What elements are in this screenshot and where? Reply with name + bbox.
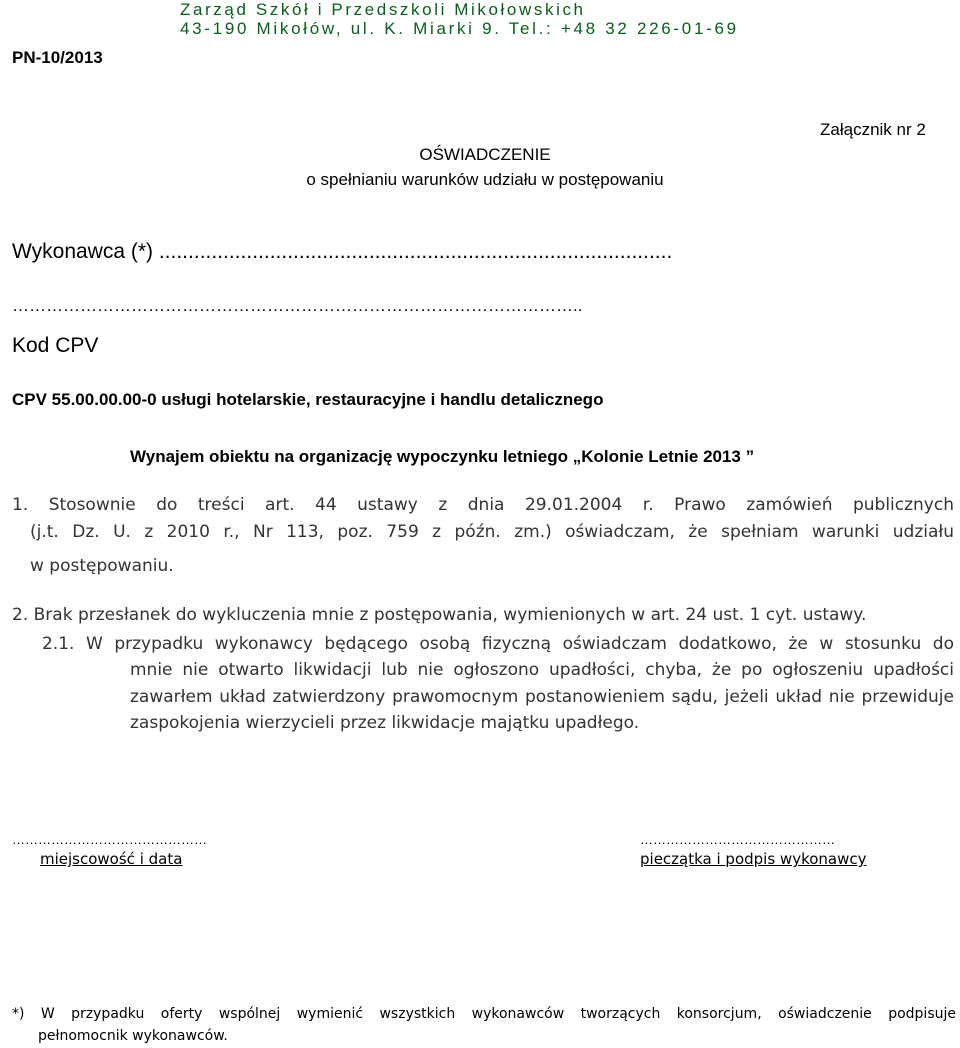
place-date-label: miejscowość i data [40,850,183,868]
org-name: Zarząd Szkół i Przedszkoli Mikołowskich [180,0,586,19]
point-1-line-1: 1. Stosownie do treści art. 44 ustawy z dnia 29.01.2004 r. Prawo zamówień publicznych [12,495,954,515]
org-address: 43-190 Mikołów, ul. K. Miarki 9. Tel.: +48 32 226-01-69 [180,19,739,38]
point-1-line-3: w postępowaniu. [30,556,174,576]
point-2-1-line-2: mnie nie otwarto likwidacji lub nie ogłoszono upadłości, chyba, że po ogłoszeniu upadłości [130,660,954,680]
footnote [12,1003,956,1047]
cpv-code: CPV 55.00.00.00-0 usługi hotelarskie, restauracyjne i handlu detalicznego [12,390,604,409]
annex-label: Załącznik nr 2 [820,120,926,139]
signature-label: pieczątka i podpis wykonawcy [640,850,867,868]
contractor-label: Wykonawca (*) ........................................................................................ [12,240,673,263]
point-1-line-2: (j.t. Dz. U. z 2010 r., Nr 113, poz. 759 z późn. zm.) oświadczam, że spełniam warunki udziału [30,522,954,542]
point-2: 2. Brak przesłanek do wykluczenia mnie z postępowania, wymienionych w art. 24 ust. 1 cyt. ustawy. [12,605,867,625]
point-2-1-line-3: zawarłem układ zatwierdzony prawomocnym postanowieniem sądu, jeżeli układ nie przewiduje [130,687,954,707]
contractor-dots-line: ……………………………………………………………………………………….. [12,296,583,315]
document-subtitle: o spełnianiu warunków udziału w postępowaniu [306,170,664,189]
place-date-dots: ……………………………………… [12,832,207,847]
point-2-1-line-1: 2.1. W przypadku wykonawcy będącego osobą fizyczną oświadczam dodatkowo, że w stosunku do [42,634,954,654]
footnote-line-1: *) W przypadku oferty wspólnej wymienić wszystkich wykonawców tworzących konsorcjum, oświadczenie podpisuje [12,1006,956,1022]
signature-dots: ……………………………………… [640,832,835,847]
order-subject: Wynajem obiektu na organizację wypoczynku letniego „Kolonie Letnie 2013 ” [130,447,755,466]
point-2-1-line-4: zaspokojenia wierzycieli przez likwidacje majątku upadłego. [130,713,640,733]
document-title: OŚWIADCZENIE [419,145,551,164]
cpv-label: Kod CPV [12,334,99,357]
footnote-line-2: pełnomocnik wykonawców. [38,1028,228,1044]
document-code: PN-10/2013 [12,48,103,67]
